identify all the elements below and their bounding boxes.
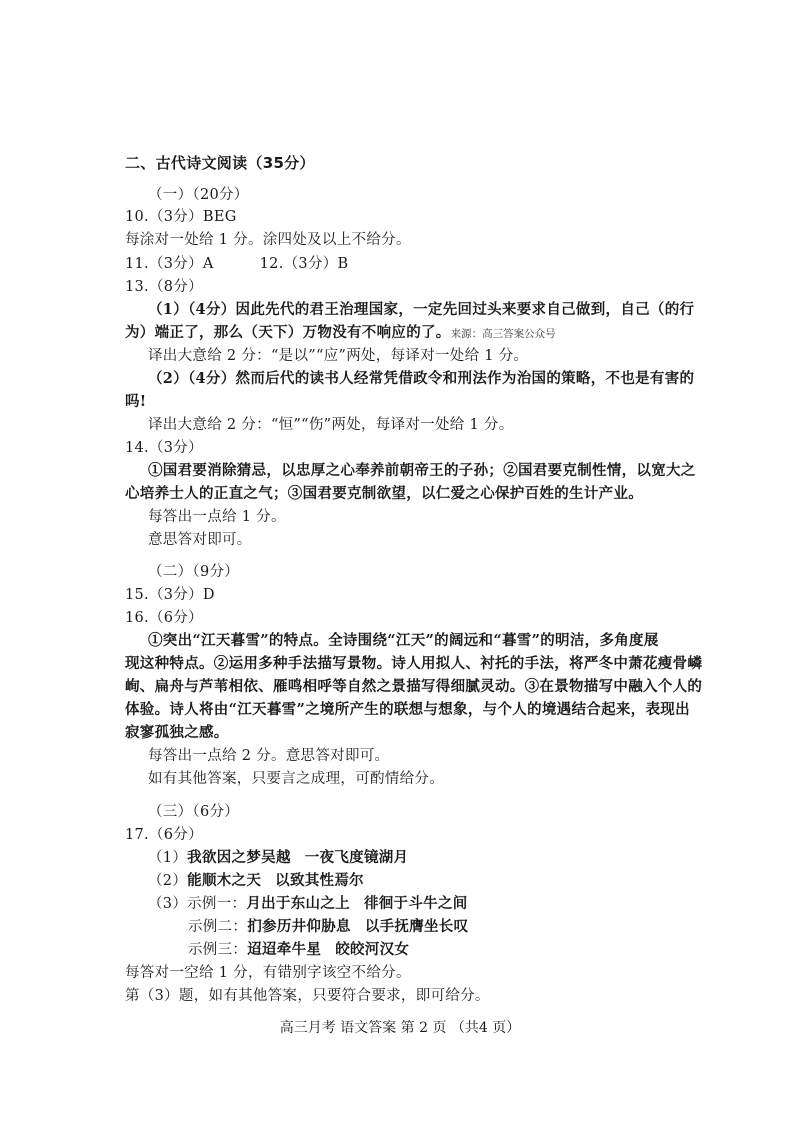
q17-3b-label: 示例二： bbox=[188, 919, 248, 935]
q12-answer: 12.（3分）B bbox=[259, 256, 349, 272]
q17-3-line-a: 月出于东山之上 bbox=[246, 895, 350, 912]
q17-3c-label: 示例三： bbox=[188, 942, 248, 958]
part2-heading: （二）（9分） bbox=[148, 564, 240, 580]
q10-label: 10.（3分） bbox=[125, 209, 203, 225]
q17-3c-line-a: 迢迢牵牛星 bbox=[247, 941, 322, 958]
page-footer: 高三月考 语文答案 第 2 页 （共4 页） bbox=[279, 1020, 521, 1036]
q17-2-label: （2） bbox=[148, 873, 188, 889]
q17-2-line-b: 以致其性焉尔 bbox=[275, 872, 364, 889]
q15-answer: 15.（3分）D bbox=[125, 587, 215, 603]
q17-other-answer-note: 第（3）题，如有其他答案，只要符合要求，即可给分。 bbox=[125, 988, 490, 1004]
q17-2-line-a: 能顺木之天 bbox=[187, 872, 262, 889]
q13-2-line2: 吗! bbox=[125, 393, 147, 410]
q10-answer bbox=[125, 207, 237, 227]
part3-heading: （三）（6分） bbox=[148, 804, 240, 820]
q17-3-example2 bbox=[188, 917, 468, 937]
q17-1-line-b: 一夜飞度镜湖月 bbox=[304, 849, 409, 866]
q16-line4: 体验。诗人将由“江天暮雪”之境所产生的联想与想象，与个人的境遇结合起来，表现出 bbox=[125, 701, 690, 718]
q17-3c-line-b: 皎皎河汉女 bbox=[335, 941, 410, 958]
q17-3b-line-b: 以手抚膺坐长叹 bbox=[364, 918, 469, 935]
q17-1-answer bbox=[148, 848, 408, 868]
q14-line1: ①国君要消除猜忌，以忠厚之心奉养前朝帝王的子孙；②国君要克制性情，以宽大之 bbox=[148, 462, 696, 479]
q13-1-line2-row bbox=[125, 323, 556, 344]
q13-1-line1: （1）（4分）因此先代的君王治理国家，一定先回过头来要求自己做到，自己（的行 bbox=[148, 301, 695, 318]
q10-scoring-note: 每涂对一处给 1 分。涂四处及以上不给分。 bbox=[125, 232, 411, 248]
q17-1-line-a: 我欲因之梦吴越 bbox=[187, 849, 291, 866]
q13-2-line1: （2）（4分）然而后代的读书人经常凭借政令和刑法作为治国的策略，不也是有害的 bbox=[148, 370, 695, 387]
q16-scoring-note: 每答出一点给 2 分。意思答对即可。 bbox=[148, 748, 390, 764]
q14-meaning-note: 意思答对即可。 bbox=[148, 532, 252, 548]
q11-answer: 11.（3分）A bbox=[125, 256, 214, 272]
q17-heading: 17.（6分） bbox=[125, 827, 203, 843]
q13-heading: 13.（8分） bbox=[125, 279, 203, 295]
q13-1-scoring-note: 译出大意给 2 分：“是以”“应”两处，每译对一处给 1 分。 bbox=[148, 348, 529, 364]
q17-1-label: （1） bbox=[148, 850, 188, 866]
q16-line1: ①突出“江天暮雪”的特点。全诗围绕“江天”的阔远和“暮雪”的明洁，多角度展 bbox=[148, 632, 659, 649]
q14-line2: 心培养士人的正直之气；③国君要克制欲望，以仁爱之心保护百姓的生计产业。 bbox=[125, 485, 643, 502]
q16-line2: 现这种特点。②运用多种手法描写景物。诗人用拟人、衬托的手法，将严冬中萧花瘦骨嶙 bbox=[125, 655, 703, 672]
q17-3b-line-a: 扪参历井仰胁息 bbox=[247, 918, 351, 935]
q14-scoring-note: 每答出一点给 1 分。 bbox=[148, 509, 286, 525]
q17-3-example1 bbox=[148, 894, 468, 914]
q17-scoring-note: 每答对一空给 1 分，有错别字该空不给分。 bbox=[125, 965, 411, 981]
q17-3-line-b: 徘徊于斗牛之间 bbox=[363, 895, 468, 912]
q14-heading: 14.（3分） bbox=[125, 440, 203, 456]
q17-3-example3 bbox=[188, 940, 409, 960]
q13-2-scoring-note: 译出大意给 2 分：“恒”“伤”两处，每译对一处给 1 分。 bbox=[148, 417, 514, 433]
q16-other-answer-note: 如有其他答案，只要言之成理，可酌情给分。 bbox=[148, 771, 444, 787]
q17-3-label: （3）示例一： bbox=[148, 896, 247, 912]
q16-heading: 16.（6分） bbox=[125, 610, 203, 626]
q17-2-answer bbox=[148, 871, 364, 891]
section-heading: 二、古代诗文阅读（35分） bbox=[125, 154, 315, 172]
q16-line3: 峋、扁舟与芦苇相依、雁鸣相呼等自然之景描写得细腻灵动。③在景物描写中融入个人的 bbox=[125, 678, 703, 695]
source-watermark: 来源：高三答案公众号 bbox=[450, 328, 556, 340]
q10-value: BEG bbox=[202, 209, 237, 225]
q16-line5: 寂寥孤独之感。 bbox=[125, 724, 229, 741]
q13-1-line2: 为）端正了，那么（天下）万物没有不响应的了。 bbox=[125, 324, 451, 341]
part1-heading: （一）（20分） bbox=[148, 187, 249, 203]
q11-q12-answers bbox=[125, 254, 349, 274]
